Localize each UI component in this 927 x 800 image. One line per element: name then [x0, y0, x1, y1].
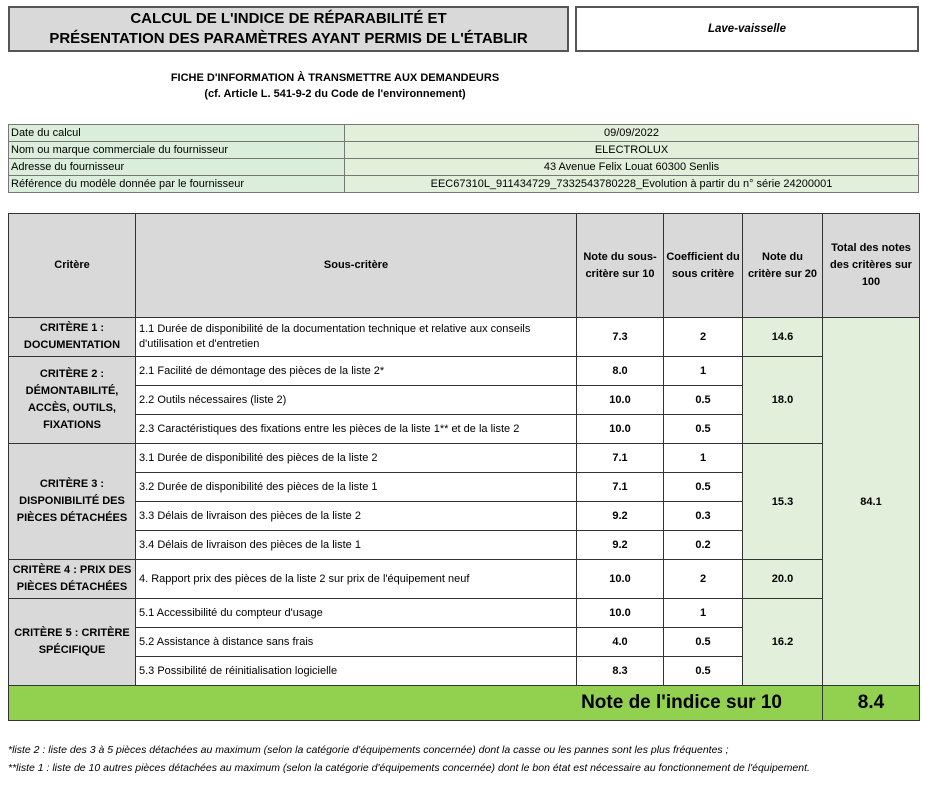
info-value: EEC67310L_911434729_7332543780228_Evolution à partir du n° série 24200001	[345, 176, 919, 193]
info-row	[9, 176, 919, 193]
sub-note: 9.2	[577, 531, 664, 560]
header-sous-critere: Sous-critère	[136, 214, 577, 318]
table-row	[9, 599, 920, 628]
footnote-2: **liste 1 : liste de 10 autres pièces détachées au maximum (selon la catégorie d'équipements concernée) dont le bon état est nécessaire au fonctionnement de l'équipement.	[8, 762, 810, 774]
info-label: Date du calcul	[9, 125, 345, 142]
info-label: Adresse du fournisseur	[9, 159, 345, 176]
sub-note: 8.0	[577, 357, 664, 386]
criterion-3-label: CRITÈRE 3 : DISPONIBILITÉ DES PIÈCES DÉTACHÉES	[9, 444, 136, 560]
final-score-row	[9, 686, 920, 721]
final-label: Note de l'indice sur 10	[9, 686, 823, 721]
table-header-row	[9, 214, 920, 318]
sub-coef: 1	[664, 599, 743, 628]
table-row	[9, 444, 920, 473]
document-title	[8, 6, 569, 52]
sub-criterion: 3.3 Délais de livraison des pièces de la liste 2	[136, 502, 577, 531]
header-note-critere: Note du critère sur 20	[743, 214, 823, 318]
sub-note: 10.0	[577, 415, 664, 444]
sub-note: 10.0	[577, 599, 664, 628]
info-row	[9, 142, 919, 159]
sub-criterion: 3.4 Délais de livraison des pièces de la liste 1	[136, 531, 577, 560]
header-note-sous: Note du sous-critère sur 10	[577, 214, 664, 318]
subtitle-line-2: (cf. Article L. 541-9-2 du Code de l'environnement)	[204, 88, 466, 100]
sub-note: 10.0	[577, 560, 664, 599]
title-line-2: PRÉSENTATION DES PARAMÈTRES AYANT PERMIS DE L'ÉTABLIR	[49, 30, 528, 47]
sub-coef: 2	[664, 560, 743, 599]
info-row	[9, 159, 919, 176]
sub-coef: 0.3	[664, 502, 743, 531]
sub-note: 7.3	[577, 318, 664, 357]
sub-coef: 0.5	[664, 473, 743, 502]
criterion-2-label: CRITÈRE 2 : DÉMONTABILITÉ, ACCÈS, OUTILS, FIXATIONS	[9, 357, 136, 444]
sub-criterion: 2.1 Facilité de démontage des pièces de la liste 2*	[136, 357, 577, 386]
criterion-1-score: 14.6	[743, 318, 823, 357]
header-coef: Coefficient du sous critère	[664, 214, 743, 318]
sub-coef: 0.2	[664, 531, 743, 560]
sub-criterion: 5.1 Accessibilité du compteur d'usage	[136, 599, 577, 628]
sub-criterion: 5.2 Assistance à distance sans frais	[136, 628, 577, 657]
sub-coef: 2	[664, 318, 743, 357]
total-score: 84.1	[823, 318, 920, 686]
criterion-2-score: 18.0	[743, 357, 823, 444]
criterion-5-label: CRITÈRE 5 : CRITÈRE SPÉCIFIQUE	[9, 599, 136, 686]
sub-coef: 0.5	[664, 628, 743, 657]
info-value: 09/09/2022	[345, 125, 919, 142]
subtitle-line-1: FICHE D'INFORMATION À TRANSMETTRE AUX DEMANDEURS	[170, 72, 500, 84]
criterion-4-label: CRITÈRE 4 : PRIX DES PIÈCES DÉTACHÉES	[9, 560, 136, 599]
criterion-5-score: 16.2	[743, 599, 823, 686]
sub-note: 7.1	[577, 444, 664, 473]
sub-note: 10.0	[577, 386, 664, 415]
title-line-1: CALCUL DE L'INDICE DE RÉPARABILITÉ ET	[130, 10, 447, 27]
sub-note: 8.3	[577, 657, 664, 686]
table-row	[9, 318, 920, 357]
info-row	[9, 125, 919, 142]
sub-coef: 0.5	[664, 386, 743, 415]
subtitle	[120, 70, 550, 102]
sub-criterion: 1.1 Durée de disponibilité de la documentation technique et relative aux conseils d'utilisation et d'entretien	[136, 318, 577, 357]
header-total: Total des notes des critères sur 100	[823, 214, 920, 318]
footnote-1: *liste 2 : liste des 3 à 5 pièces détachées au maximum (selon la catégorie d'équipements concernée) dont la casse ou les pannes sont les plus fréquentes ;	[8, 744, 729, 756]
score-table	[8, 213, 920, 721]
final-value: 8.4	[823, 686, 920, 721]
sub-coef: 1	[664, 357, 743, 386]
product-type: Lave-vaisselle	[575, 6, 919, 52]
criterion-3-score: 15.3	[743, 444, 823, 560]
sub-note: 9.2	[577, 502, 664, 531]
sub-criterion: 2.2 Outils nécessaires (liste 2)	[136, 386, 577, 415]
supplier-info-table	[8, 124, 919, 193]
sub-note: 7.1	[577, 473, 664, 502]
criterion-4-score: 20.0	[743, 560, 823, 599]
criterion-1-label: CRITÈRE 1 : DOCUMENTATION	[9, 318, 136, 357]
header-critere: Critère	[9, 214, 136, 318]
sub-criterion: 4. Rapport prix des pièces de la liste 2 sur prix de l'équipement neuf	[136, 560, 577, 599]
footnotes	[8, 741, 913, 777]
sub-criterion: 3.2 Durée de disponibilité des pièces de la liste 1	[136, 473, 577, 502]
table-row	[9, 357, 920, 386]
table-row	[9, 560, 920, 599]
sub-criterion: 2.3 Caractéristiques des fixations entre les pièces de la liste 1** et de la liste 2	[136, 415, 577, 444]
sub-coef: 0.5	[664, 657, 743, 686]
info-label: Nom ou marque commerciale du fournisseur	[9, 142, 345, 159]
sub-criterion: 3.1 Durée de disponibilité des pièces de la liste 2	[136, 444, 577, 473]
info-label: Référence du modèle donnée par le fournisseur	[9, 176, 345, 193]
sub-coef: 1	[664, 444, 743, 473]
info-value: 43 Avenue Felix Louat 60300 Senlis	[345, 159, 919, 176]
info-value: ELECTROLUX	[345, 142, 919, 159]
sub-coef: 0.5	[664, 415, 743, 444]
sub-note: 4.0	[577, 628, 664, 657]
sub-criterion: 5.3 Possibilité de réinitialisation logicielle	[136, 657, 577, 686]
